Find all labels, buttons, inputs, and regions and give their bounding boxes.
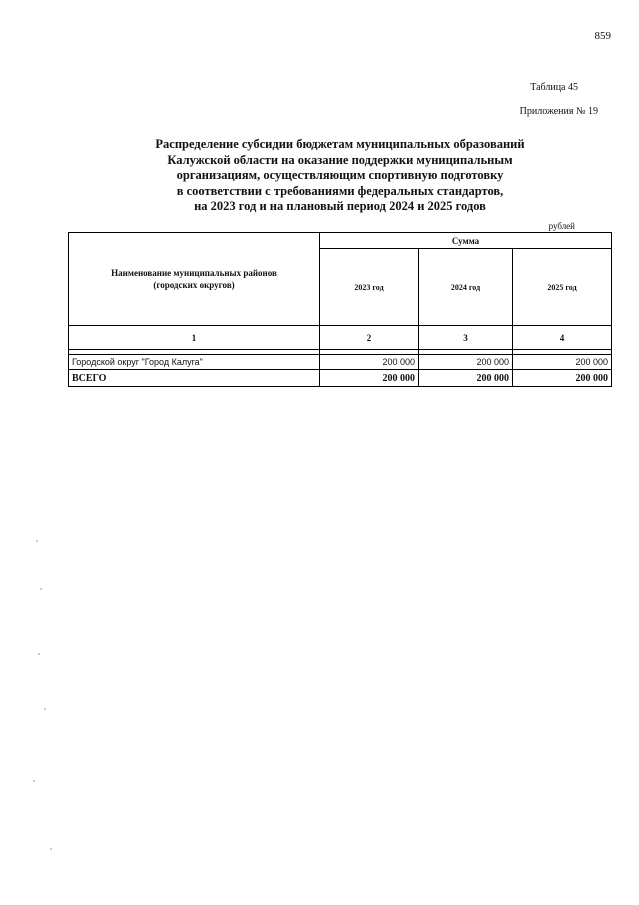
- row-value-2025: 200 000: [513, 355, 612, 370]
- row-name: Городской округ "Город Калуга": [69, 355, 320, 370]
- column-header-2024: 2024 год: [419, 249, 513, 326]
- subsidy-table: [68, 232, 612, 387]
- appendix-reference: Приложения № 19: [519, 106, 598, 117]
- column-header-2023: 2023 год: [320, 249, 419, 326]
- table-reference: Таблица 45: [530, 82, 578, 93]
- total-label: ВСЕГО: [69, 370, 320, 387]
- scan-speck: [44, 708, 46, 710]
- column-header-name: [69, 233, 320, 326]
- title-line-3: организациям, осуществляющим спортивную подготовку: [176, 168, 504, 182]
- table-row: [69, 355, 612, 370]
- scan-speck: [33, 780, 35, 782]
- column-number-2: 2: [320, 326, 419, 350]
- title-line-5: на 2023 год и на плановый период 2024 и 2025 годов: [194, 199, 486, 213]
- column-number-4: 4: [513, 326, 612, 350]
- total-row: [69, 370, 612, 387]
- units-label: рублей: [548, 221, 575, 231]
- column-number-3: 3: [419, 326, 513, 350]
- row-value-2024: 200 000: [419, 355, 513, 370]
- total-value-2025: 200 000: [513, 370, 612, 387]
- total-value-2024: 200 000: [419, 370, 513, 387]
- scan-speck: [40, 588, 42, 590]
- title-line-2: Калужской области на оказание поддержки муниципальным: [167, 152, 513, 167]
- scan-speck: [36, 540, 38, 542]
- title-line-1: Распределение субсидии бюджетам муниципальных образований: [155, 137, 525, 151]
- column-number-1: 1: [69, 326, 320, 350]
- column-header-2025: 2025 год: [513, 249, 612, 326]
- document-title: [60, 137, 620, 215]
- scan-speck: [38, 653, 40, 655]
- column-header-name-line-2: (городских округов): [153, 280, 235, 290]
- page-number: 859: [594, 30, 611, 42]
- column-header-name-line-1: Наименование муниципальных районов: [111, 268, 277, 278]
- column-header-sum: Сумма: [320, 233, 612, 249]
- scan-speck: [50, 848, 52, 850]
- title-line-4: в соответствии с требованиями федеральных стандартов,: [176, 183, 504, 198]
- total-value-2023: 200 000: [320, 370, 419, 387]
- row-value-2023: 200 000: [320, 355, 419, 370]
